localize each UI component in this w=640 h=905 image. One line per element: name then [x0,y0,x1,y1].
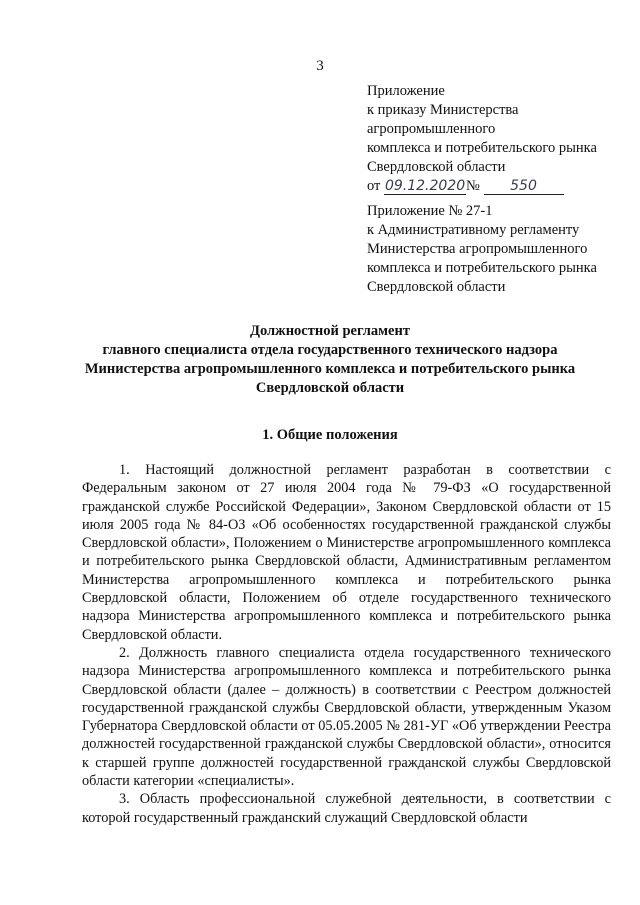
paragraph: 3. Область профессиональной служебной деятельности, в соответствии с которой государственный гражданский служащий Свердловской области [82,791,611,826]
order-appendix-block [367,82,622,196]
order-appendix-line: агропромышленного [367,121,496,137]
page-number: 3 [316,58,324,74]
document-title-line: Министерства агропромышленного комплекса и потребительского рынка [84,361,576,377]
regulation-appendix-line: к Административному регламенту [367,222,580,238]
order-date-row [367,177,622,196]
regulation-appendix-line: Приложение № 27-1 [367,203,493,219]
paragraph: 2. Должность главного специалиста отдела государственного технического надзора Министерства агропромышленного комплекса и потребительского рынка Свердловской области (далее – должность) в соответствии с Реестром должностей государственной гражданской службы Свердловской области, утвержденным Указом Губернатора Свердловской области от 05.05.2005 № 281-УГ «Об утверждении Реестра должностей государственной гражданской службы Свердловской области», относится к старшей группе должностей государственной гражданской службы Свердловской области категории «специалисты». [82,644,611,790]
document-title-line: Должностной регламент [250,323,410,339]
paragraph: 1. Настоящий должностной регламент разработан в соответствии с Федеральным законом от 27 июля 2004 года № 79-ФЗ «О государственной гражданской службе Российской Федерации», Законом Свердловской области от 15 июля 2005 года № 84-ОЗ «Об особенностях государственной гражданской службы Свердловской области», Положением о Министерстве агропромышленного комплекса и потребительского рынка Свердловской области, Административным регламентом Министерства агропромышленного комплекса и потребительского рынка Свердловской области, Положением об отделе государственного технического надзора Министерства агропромышленного комплекса и потребительского рынка Свердловской области. [82,462,611,643]
regulation-appendix-line: Свердловской области [367,279,506,295]
order-appendix-line: к приказу Министерства [367,102,519,118]
regulation-appendix-block [367,202,622,297]
order-number-label: № [466,178,480,194]
document-title-line: главного специалиста отдела государственного технического надзора [102,342,558,358]
regulation-appendix-line: комплекса и потребительского рынка [367,260,597,276]
document-title-line: Свердловской области [255,380,405,396]
order-appendix-line: Приложение [367,83,445,99]
document-title [60,322,600,398]
regulation-appendix-line: Министерства агропромышленного [367,241,588,257]
section-body [82,461,611,827]
order-date-prefix: от [367,178,381,194]
order-appendix-line: комплекса и потребительского рынка [367,140,597,156]
section-heading: 1. Общие положения [262,427,398,443]
order-date-handwritten: 09.12.2020 [384,178,466,194]
order-number-handwritten: 550 [484,178,564,195]
order-appendix-line: Свердловской области [367,159,506,175]
